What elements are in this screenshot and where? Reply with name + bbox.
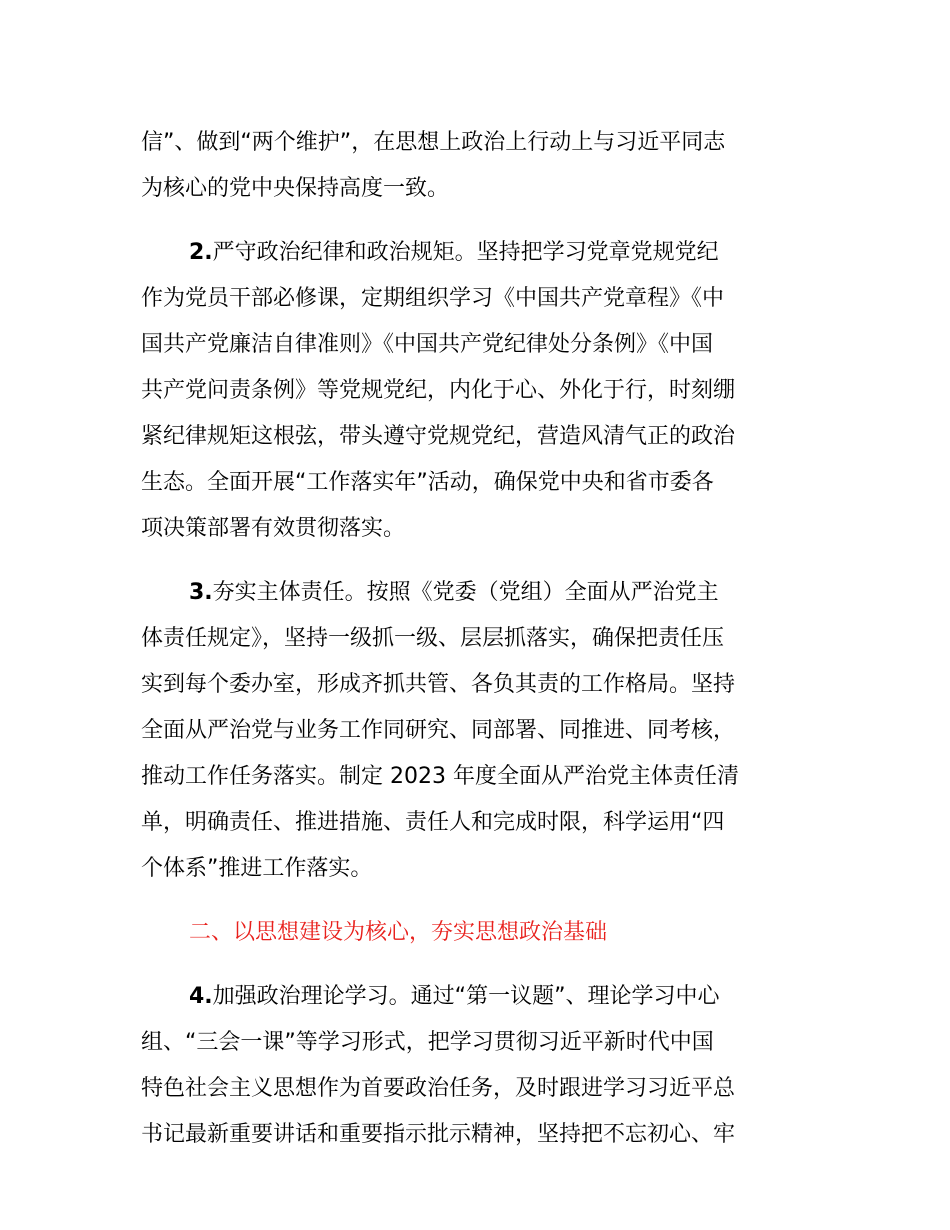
item-lead-text: 严守政治纪律和政治规矩。坚持把学习党章党规党纪 — [212, 240, 719, 265]
text-line: 书记最新重要讲话和重要指示批示精神，坚持把不忘初心、牢 — [141, 1122, 736, 1147]
text-line: 组、“三会一课”等学习形式，把学习贯彻习近平新时代中国 — [141, 1030, 714, 1055]
text-line: 单，明确责任、推进措施、责任人和完成时限，科学运用“四 — [141, 810, 725, 835]
text-line: 为核心的党中央保持高度一致。 — [141, 176, 450, 201]
text-line: 全面从严治党与业务工作同研究、同部署、同推进、同考核， — [141, 718, 736, 743]
section-heading-block — [141, 910, 821, 956]
paragraph-item-2 — [141, 230, 821, 552]
paragraph-item-4 — [141, 974, 821, 1158]
item-number: 4. — [189, 984, 213, 1009]
item-number: 2. — [189, 240, 213, 265]
document-page — [141, 120, 821, 1158]
text-line: 个体系”推进工作落实。 — [141, 856, 373, 881]
text-line: 国共产党廉洁自律准则》《中国共产党纪律处分条例》《中国 — [141, 332, 714, 357]
text-line: 生态。全面开展“工作落实年”活动，确保党中央和省市委各 — [141, 470, 714, 495]
paragraph-first-line — [141, 570, 821, 616]
item-lead-text: 加强政治理论学习。通过“第一议题”、理论学习中心 — [212, 984, 720, 1009]
text-line: 紧纪律规矩这根弦，带头遵守党规党纪，营造风清气正的政治 — [141, 424, 736, 449]
text-line: 信”、做到“两个维护”，在思想上政治上行动上与习近平同志 — [141, 130, 726, 155]
section-heading: 二、以思想建设为核心，夯实思想政治基础 — [189, 920, 608, 945]
text-line: 实到每个委办室，形成齐抓共管、各负其责的工作格局。坚持 — [141, 672, 736, 697]
text-line: 作为党员干部必修课，定期组织学习《中国共产党章程》《中 — [141, 286, 725, 311]
text-line: 体责任规定》，坚持一级抓一级、层层抓落实，确保把责任压 — [141, 626, 725, 651]
paragraph-first-line — [141, 230, 821, 276]
text-line: 项决策部署有效贯彻落实。 — [141, 516, 406, 541]
item-lead-text: 夯实主体责任。按照《党委（党组）全面从严治党主 — [212, 580, 719, 605]
text-line: 推动工作任务落实。制定 2023 年度全面从严治党主体责任清 — [141, 764, 739, 789]
item-number: 3. — [189, 580, 213, 605]
intro-paragraph — [141, 120, 821, 212]
text-line: 共产党问责条例》等党规党纪，内化于心、外化于行，时刻绷 — [141, 378, 736, 403]
paragraph-item-3 — [141, 570, 821, 892]
text-line: 特色社会主义思想作为首要政治任务，及时跟进学习习近平总 — [141, 1076, 736, 1101]
paragraph-first-line — [141, 974, 821, 1020]
